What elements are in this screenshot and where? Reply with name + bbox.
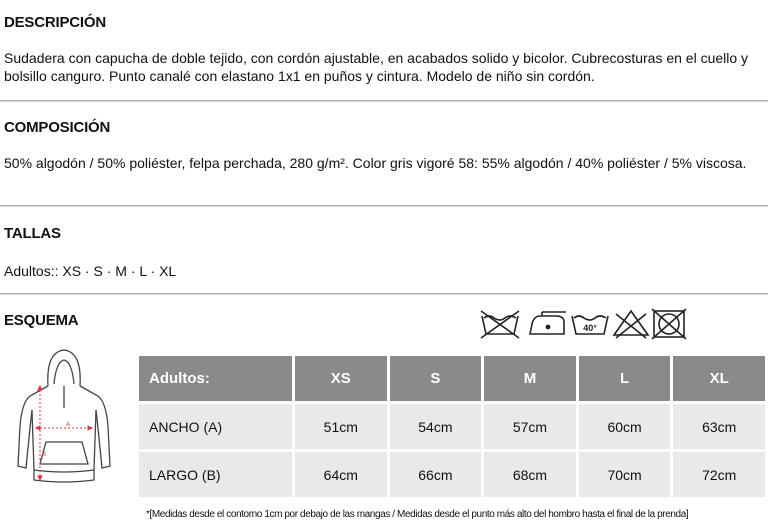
no-tumble-dry-icon — [652, 309, 686, 339]
header-cell: XL — [673, 356, 765, 401]
header-cell: XS — [295, 356, 387, 401]
table-cell: 72cm — [673, 452, 765, 497]
svg-text:40°: 40° — [583, 323, 597, 333]
header-cell: M — [484, 356, 576, 401]
header-cell: Adultos: — [139, 356, 292, 401]
table-cell: 66cm — [390, 452, 482, 497]
measure-a-label: A — [66, 422, 71, 428]
table-cell: 54cm — [390, 404, 482, 449]
composicion-heading: COMPOSICIÓN — [4, 119, 111, 136]
table-cell: 68cm — [484, 452, 576, 497]
hoodie-diagram — [4, 346, 124, 496]
row-label: LARGO (B) — [139, 452, 292, 497]
esquema-heading: ESQUEMA — [4, 312, 79, 329]
table-cell: 70cm — [579, 452, 671, 497]
iron-low-icon — [530, 312, 566, 334]
care-symbols — [478, 306, 690, 342]
table-cell: 51cm — [295, 404, 387, 449]
row-label: ANCHO (A) — [139, 404, 292, 449]
divider — [0, 100, 768, 102]
table-cell: 64cm — [295, 452, 387, 497]
table-cell: 63cm — [673, 404, 765, 449]
measurement-note: *[Medidas desde el contorno 1cm por debajo de las mangas / Medidas desde el punto más alto del hombro hasta el final de la prenda] — [146, 509, 689, 520]
header-cell: L — [579, 356, 671, 401]
table-row — [139, 452, 765, 497]
tallas-heading: TALLAS — [4, 225, 61, 242]
composicion-text: 50% algodón / 50% poliéster, felpa perchada, 280 g/m². Color gris vigoré 58: 55% algodón / 40% poliéster / 5% viscosa. — [4, 155, 747, 171]
divider — [0, 205, 768, 207]
size-table — [136, 353, 768, 500]
table-row — [139, 404, 765, 449]
table-cell: 57cm — [484, 404, 576, 449]
no-wash-icon — [481, 311, 519, 338]
divider — [0, 293, 768, 295]
size-table-header — [139, 356, 765, 401]
measure-b-label: B — [42, 452, 47, 458]
descripcion-heading: DESCRIPCIÓN — [4, 14, 106, 31]
table-cell: 60cm — [579, 404, 671, 449]
tallas-list: Adultos:: XS · S · M · L · XL — [4, 263, 177, 279]
descripcion-text: Sudadera con capucha de doble tejido, con cordón ajustable, en acabados solido y bicolor. Cubrecosturas en el cuello y bolsillo canguro. Punto canalé con elastano 1x1 en puños y cintura. Modelo de niño sin cordón. — [4, 50, 749, 84]
header-cell: S — [390, 356, 482, 401]
wash-40-icon — [572, 316, 608, 334]
no-bleach-icon — [614, 311, 648, 338]
